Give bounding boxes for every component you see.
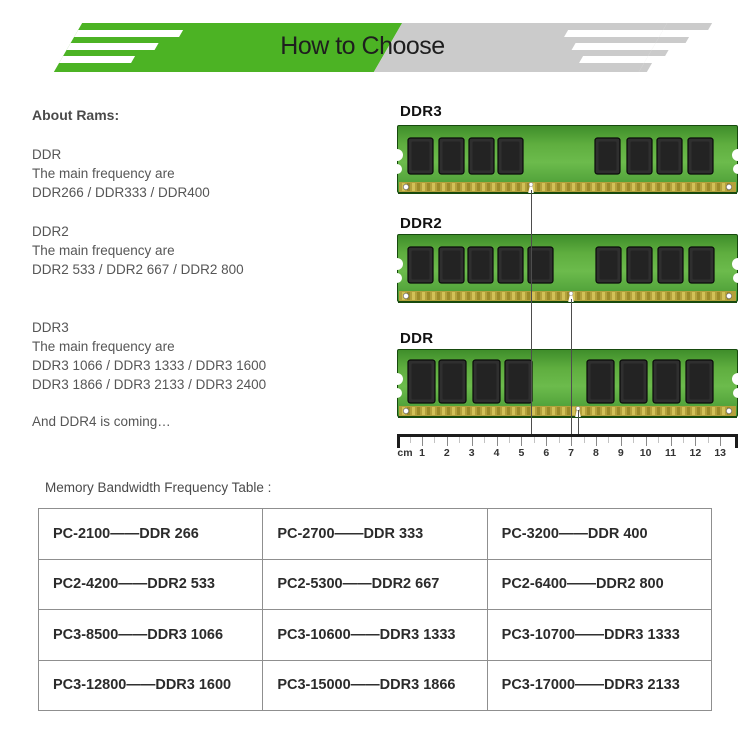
ruler-bar [397, 434, 738, 437]
ruler-tick [596, 437, 597, 446]
ruler-tick [633, 437, 634, 443]
ram-spec-line: The main frequency are [32, 243, 175, 258]
hole [726, 184, 731, 189]
table-cell: PC3-12800——DDR3 1600 [39, 660, 263, 711]
notch-indicator-line-ddr [578, 410, 579, 434]
ruler-label: 2 [443, 447, 450, 459]
ruler-label: 5 [518, 447, 525, 459]
ruler-label: 1 [419, 447, 425, 459]
ruler-endcap [397, 434, 400, 448]
ruler-tick [509, 437, 510, 443]
hole [726, 293, 731, 298]
ruler-tick [708, 437, 709, 443]
table-cell: PC3-17000——DDR3 2133 [487, 660, 711, 711]
ram-module-image [397, 349, 738, 420]
banner-stripe [579, 56, 648, 63]
ruler-tick [720, 437, 721, 446]
ruler-tick [621, 437, 622, 446]
ruler-label: 11 [664, 447, 677, 459]
ruler-label: 8 [593, 447, 599, 459]
ram-spec-line: DDR266 / DDR333 / DDR400 [32, 185, 210, 200]
ram-module-image [397, 125, 738, 196]
banner-stripe [67, 43, 159, 50]
ram-spec-line: DDR3 1866 / DDR3 2133 / DDR3 2400 [32, 377, 267, 392]
ram-spec-line: DDR3 [32, 320, 69, 335]
ruler-tick [658, 437, 659, 443]
ruler-tick [497, 437, 498, 446]
about-rams-section [32, 106, 382, 431]
ram-spec-line: DDR2 533 / DDR2 667 / DDR2 800 [32, 262, 244, 277]
table-cell: PC3-10600——DDR3 1333 [263, 610, 487, 661]
ruler-tick [671, 437, 672, 446]
ruler-tick [521, 437, 522, 446]
hole [403, 184, 408, 189]
table-cell: PC3-15000——DDR3 1866 [263, 660, 487, 711]
banner-stripe [656, 37, 689, 43]
ram-module-label: DDR [400, 330, 434, 347]
ruler-label: 9 [617, 447, 624, 459]
table-cell: PC-2100——DDR 266 [39, 509, 263, 560]
ruler-tick [683, 437, 684, 443]
ruler-label: 12 [689, 447, 702, 459]
ruler-label: 7 [568, 447, 575, 459]
ruler-tick [559, 437, 560, 443]
about-heading: About Rams: [32, 107, 120, 123]
ruler-endcap [735, 434, 738, 448]
ruler-tick [410, 437, 411, 443]
hole [403, 408, 408, 413]
ram-spec-line: The main frequency are [32, 339, 175, 354]
ruler-tick [422, 437, 423, 446]
table-cell: PC2-5300——DDR2 667 [263, 559, 487, 610]
ram-spec-line: DDR2 [32, 224, 69, 239]
ruler-label: 6 [543, 447, 550, 459]
table-cell: PC3-10700——DDR3 1333 [487, 610, 711, 661]
ruler-label: 3 [468, 447, 475, 459]
table-row [39, 660, 712, 711]
table-cell: PC2-6400——DDR2 800 [487, 559, 711, 610]
ruler-tick [646, 437, 647, 446]
table-row [39, 509, 712, 560]
memory-bandwidth-table [38, 508, 712, 711]
banner-title: How to Choose [280, 32, 445, 60]
banner-stripe [648, 50, 668, 56]
ruler-tick [534, 437, 535, 443]
ruler [397, 434, 738, 464]
ruler-tick [546, 437, 547, 446]
ram-spec-line: DDR3 1066 / DDR3 1333 / DDR3 1600 [32, 358, 267, 373]
table-row [39, 559, 712, 610]
table-cell: PC2-4200——DDR2 533 [39, 559, 263, 610]
banner-stripe [564, 30, 663, 37]
ruler-label: 10 [639, 447, 652, 459]
notch-indicator-line-ddr2 [571, 299, 572, 434]
ddr4-note: And DDR4 is coming… [32, 414, 171, 429]
banner-stripe [572, 43, 656, 50]
ruler-tick [571, 437, 572, 446]
ruler-tick [608, 437, 609, 443]
ruler-label: 4 [493, 447, 500, 459]
ruler-tick [695, 437, 696, 446]
table-cell: PC-3200——DDR 400 [487, 509, 711, 560]
ram-spec-paragraph [32, 222, 382, 279]
ram-spec-paragraph [32, 145, 382, 202]
ram-module-image [397, 234, 738, 305]
table-cell: PC-2700——DDR 333 [263, 509, 487, 560]
ram-module-label: DDR2 [400, 215, 443, 232]
banner-stripe [663, 23, 712, 30]
banner-stripe [59, 56, 135, 63]
ruler-tick [459, 437, 460, 443]
hole [726, 408, 731, 413]
ruler-label: 13 [714, 447, 727, 459]
table-cell: PC3-8500——DDR3 1066 [39, 610, 263, 661]
notch-indicator-line-ddr3 [531, 190, 532, 434]
ram-spec-paragraph [32, 318, 382, 394]
ram-spec-line: The main frequency are [32, 166, 175, 181]
ruler-tick [484, 437, 485, 443]
ram-spec-line: DDR [32, 147, 62, 162]
ruler-tick [472, 437, 473, 446]
ruler-label: cm [397, 447, 413, 459]
ruler-tick [447, 437, 448, 446]
hole [403, 293, 408, 298]
banner-stripe [74, 30, 183, 37]
table-heading: Memory Bandwidth Frequency Table : [45, 480, 272, 495]
ruler-tick [434, 437, 435, 443]
ram-module-label: DDR3 [400, 103, 443, 120]
ruler-tick [584, 437, 585, 443]
table-row [39, 610, 712, 661]
